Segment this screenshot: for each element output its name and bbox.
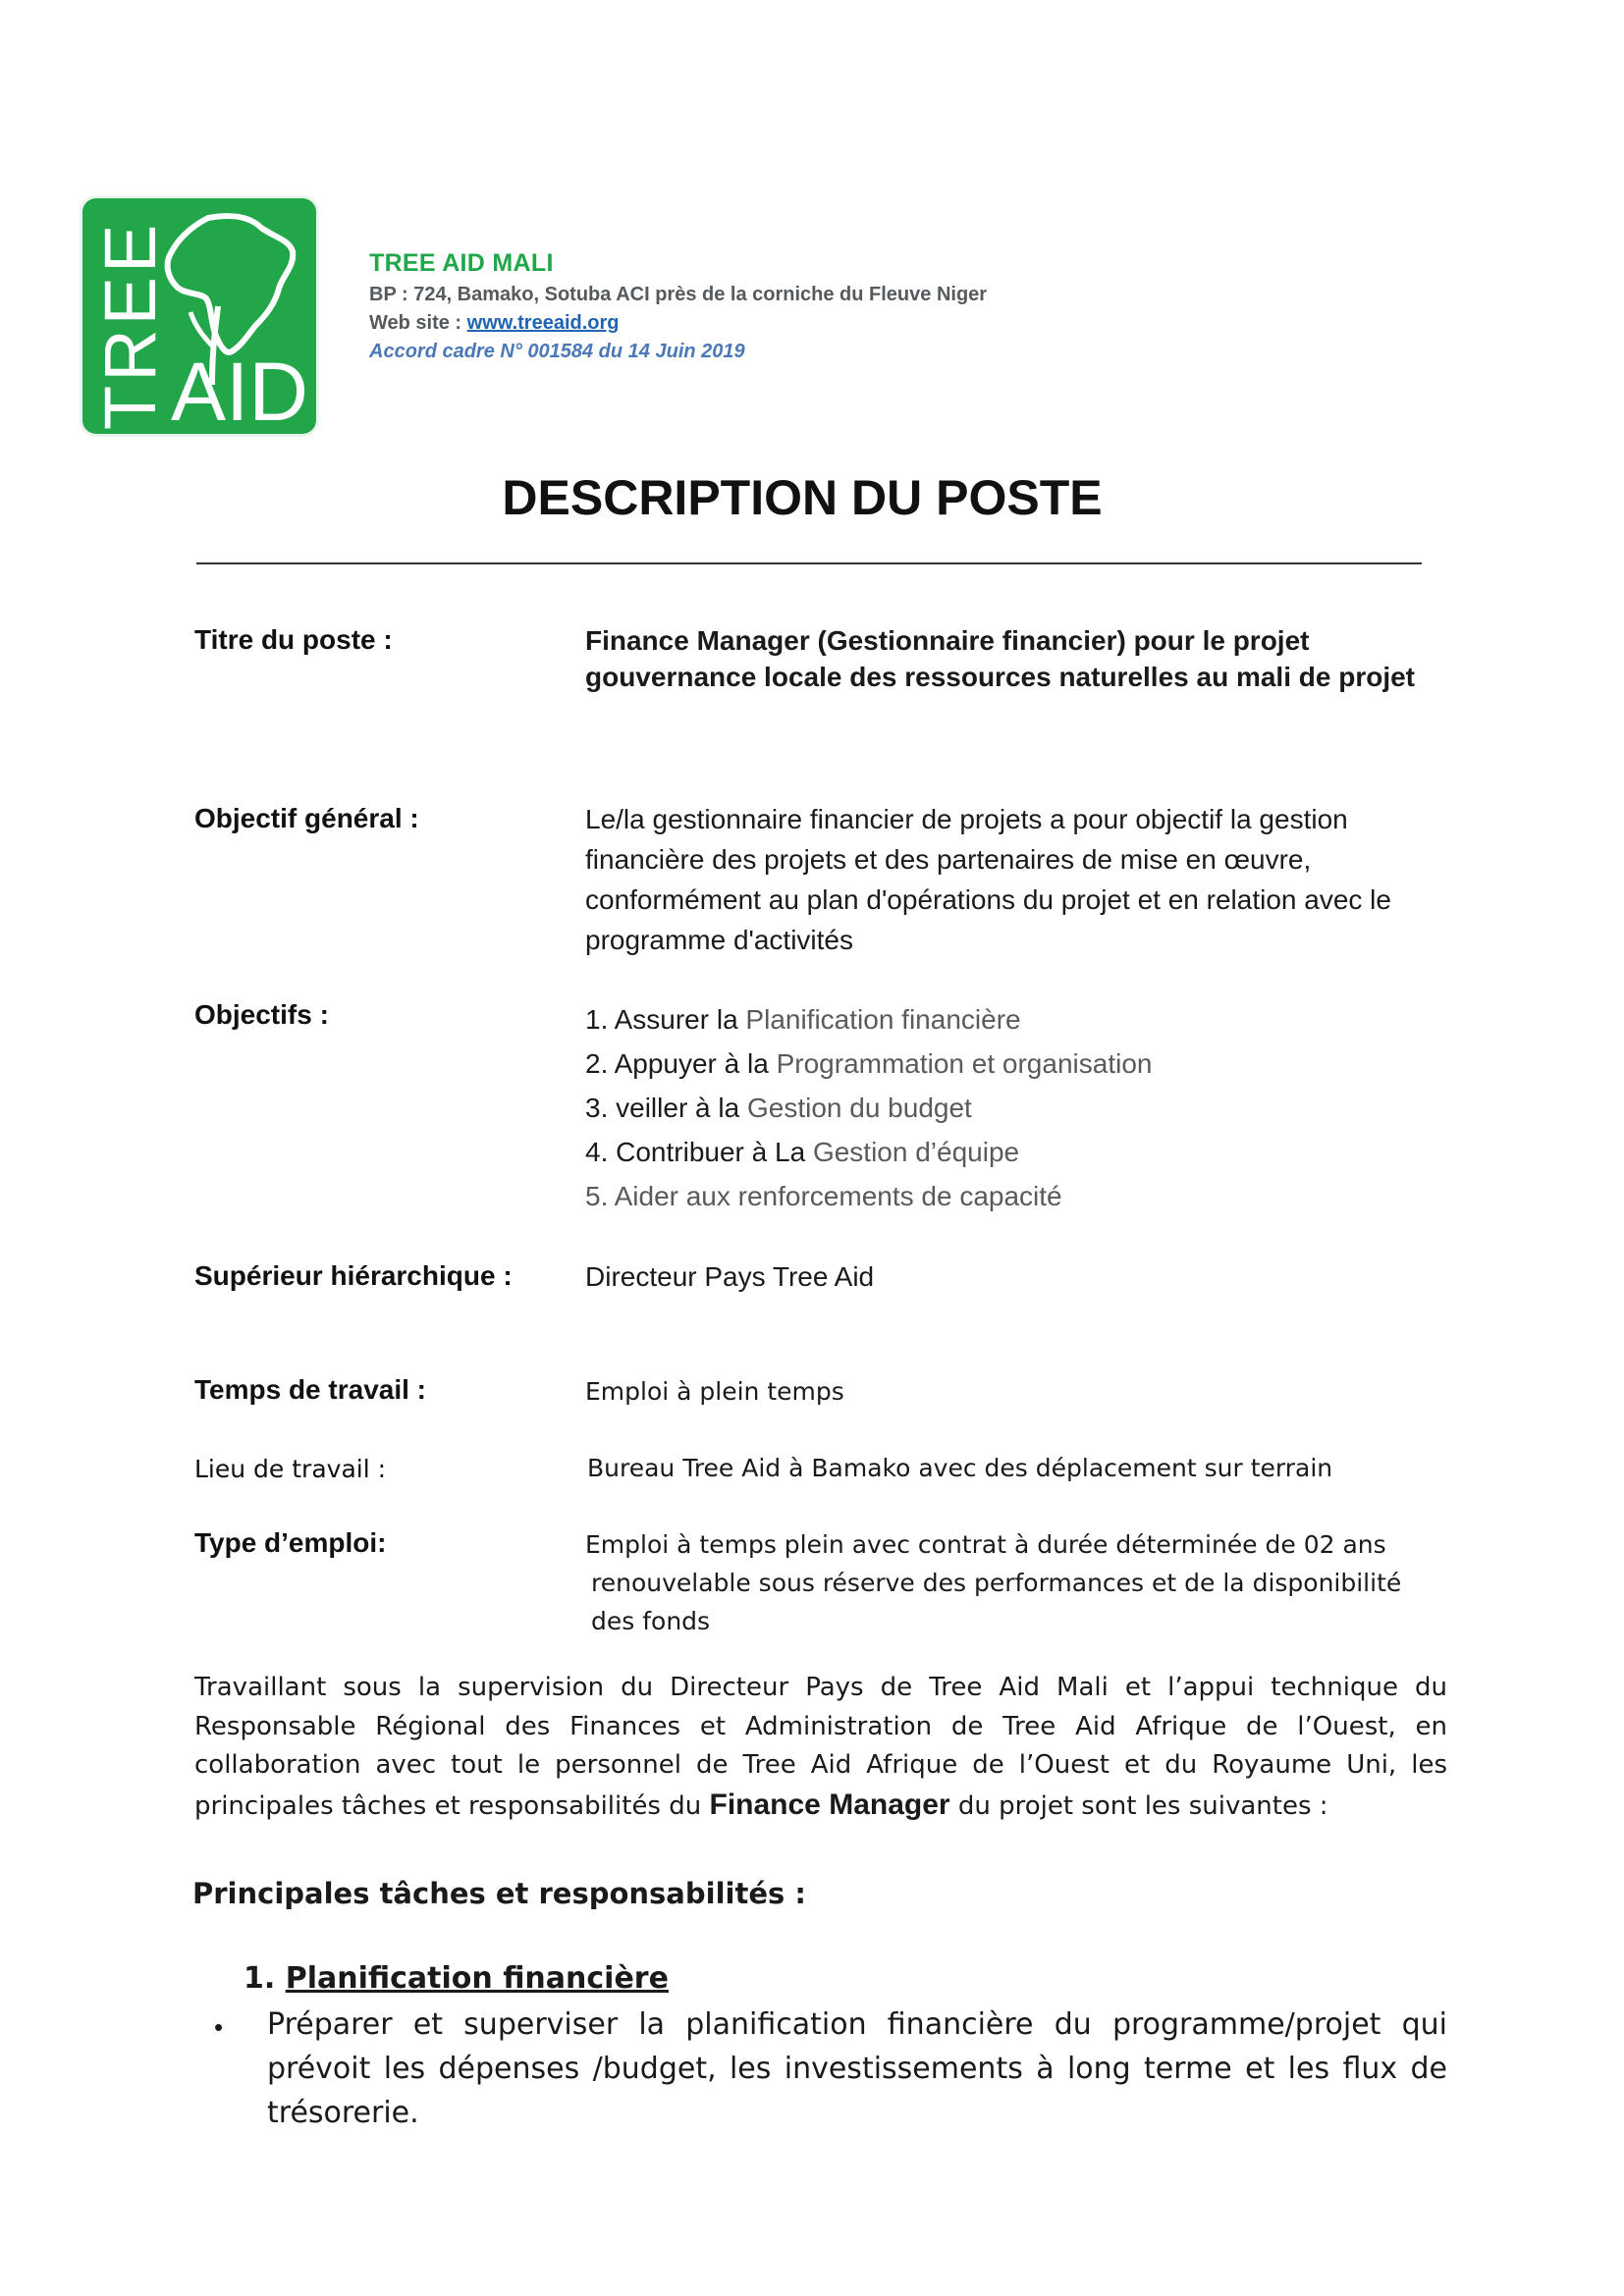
superieur-label: Supérieur hiérarchique : <box>194 1260 513 1291</box>
type-value <box>585 1525 1401 1640</box>
title-divider <box>196 562 1422 564</box>
org-website-line <box>369 312 987 335</box>
tree-aid-logo <box>82 198 316 434</box>
objectif-value: Le/la gestionnaire financier de projets a pour objectif la gestion financière des projets et des partenaires de mise en œuvre, conformément au plan d'opérations du projet et en relation avec le programme d'activités <box>585 804 1391 955</box>
org-info <box>369 249 987 363</box>
objectif-item: 1. Assurer la Planification financière <box>585 1004 1021 1035</box>
bullet-text: Préparer et superviser la planification financière du programme/projet qui prévoit les dépenses /budget, les investissements à long terme et les flux de trésorerie. <box>267 2007 1447 2130</box>
logo-graphic <box>82 198 316 434</box>
objectif-item: 3. veiller à la Gestion du budget <box>585 1093 972 1123</box>
intro-paragraph: Travaillant sous la supervision du Directeur Pays de Tree Aid Mali et l’appui technique du Responsable Régional des Finances et Administration de Tree Aid Afrique de l’Ouest, en collaboration avec tout le personnel de Tree Aid Afrique de l’Ouest et du Royaume Uni, les principales tâches et responsabilités du Finance Manager du projet sont les suivantes : <box>194 1673 1447 1821</box>
objectif-item: 4. Contribuer à La Gestion d’équipe <box>585 1137 1020 1167</box>
page-title-text: DESCRIPTION DU POSTE <box>502 470 1103 525</box>
objectif-item: 2. Appuyer à la Programmation et organisation <box>585 1048 1153 1079</box>
page-title <box>0 469 1624 526</box>
bullet-marker: • <box>214 2012 224 2042</box>
objectif-item: 5. Aider aux renforcements de capacité <box>585 1181 1062 1211</box>
titre-value: Finance Manager (Gestionnaire financier) pour le projet gouvernance locale des ressources naturelles au mali de projet <box>585 625 1416 692</box>
objectif-label: Objectif général : <box>194 803 419 833</box>
objectifs-label: Objectifs : <box>194 999 329 1030</box>
type-value-line: des fonds <box>591 1607 711 1635</box>
logo-tree-text: TREE <box>89 220 171 430</box>
lieu-label: Lieu de travail : <box>194 1455 387 1483</box>
type-value-line: Emploi à temps plein avec contrat à durée déterminée de 02 ans <box>585 1530 1386 1559</box>
org-accord: Accord cadre N° 001584 du 14 Juin 2019 <box>369 341 745 362</box>
subsection-heading: 1. Planification financière <box>244 1961 669 1996</box>
objectifs-list <box>585 997 1152 1218</box>
superieur-value: Directeur Pays Tree Aid <box>585 1261 875 1292</box>
logo-aid-text: AID <box>171 346 309 434</box>
org-address: BP : 724, Bamako, Sotuba ACI près de la corniche du Fleuve Niger <box>369 284 988 305</box>
website-label: Web site : <box>369 312 462 334</box>
type-label: Type d’emploi: <box>194 1527 387 1558</box>
temps-value: Emploi à plein temps <box>585 1377 844 1406</box>
lieu-value: Bureau Tree Aid à Bamako avec des déplacement sur terrain <box>587 1454 1333 1482</box>
section-heading: Principales tâches et responsabilités : <box>192 1877 806 1910</box>
website-link[interactable]: www.treeaid.org <box>466 312 620 334</box>
intro-bold-role: Finance Manager <box>709 1788 950 1821</box>
temps-label: Temps de travail : <box>194 1374 427 1405</box>
type-value-line: renouvelable sous réserve des performances et de la disponibilité <box>591 1569 1402 1597</box>
titre-label: Titre du poste : <box>194 624 393 655</box>
org-name: TREE AID MALI <box>369 249 554 277</box>
